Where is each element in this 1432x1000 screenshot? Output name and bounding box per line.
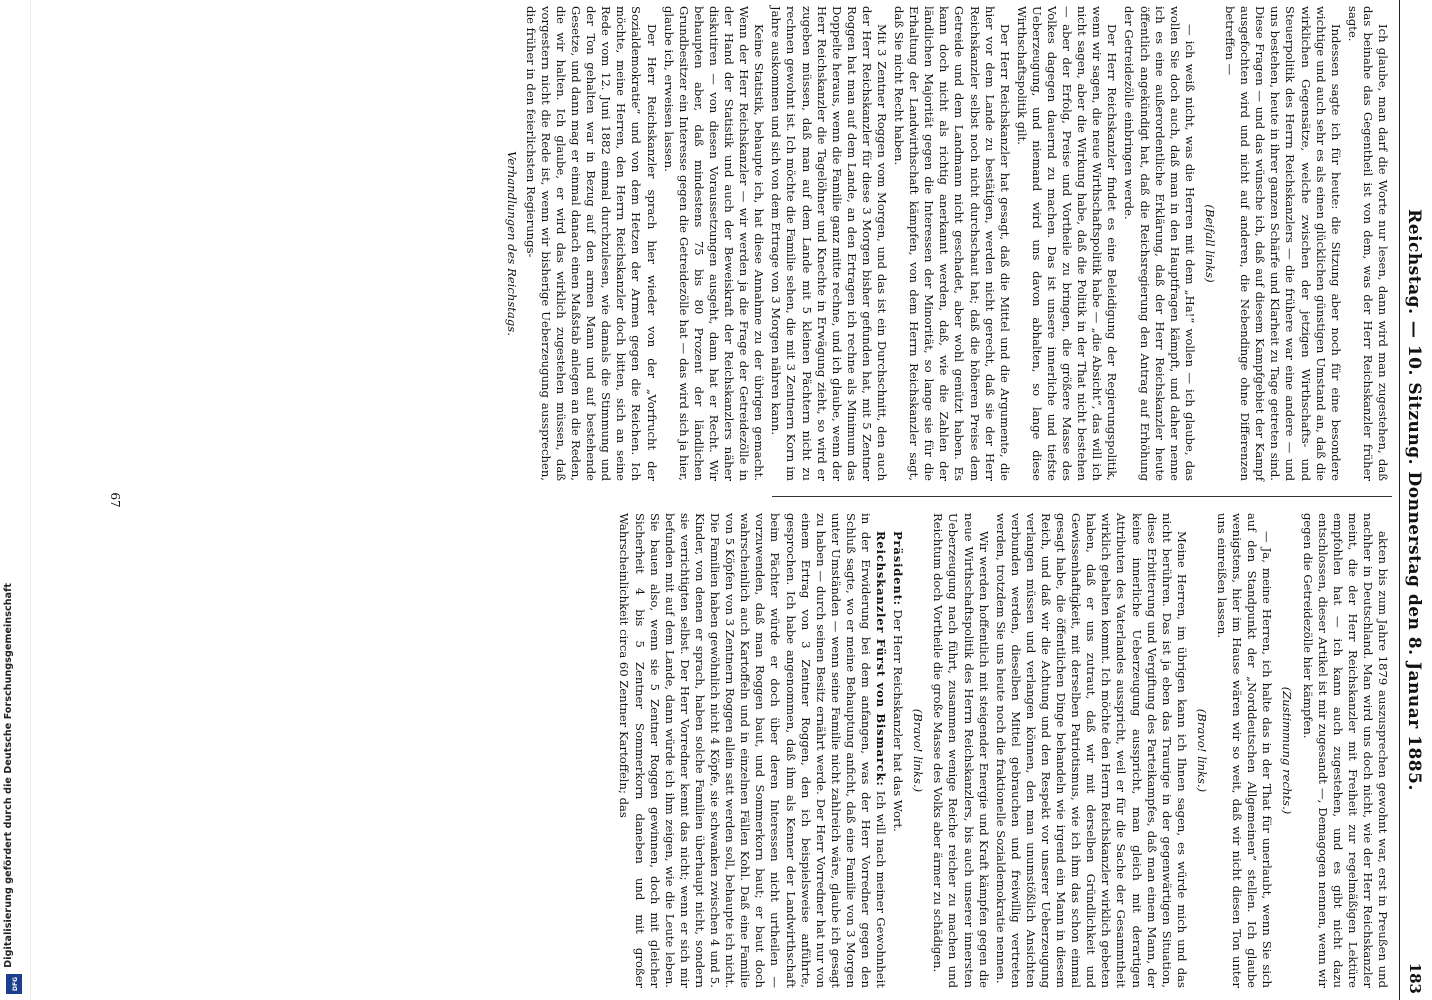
signature-number: 67 xyxy=(108,492,122,508)
column-divider xyxy=(772,496,1392,497)
paragraph: Wir werden hoffentlich mit steigender Energie und Kraft kämpfen gegen die neue Wirthschaftspolitik des Herrn Reichskanzlers, bis auch unserer innersten Ueberzeugung nach führt, zusammen wenige Reiche reicher zu machen und Reichtum doch Vortheile die große Masse des Volks aber ärmer zu schädigen. xyxy=(931,513,991,988)
speech-text: Ich will nach meiner Gewohnheit in der Erwiderung bei dem anfangen, was der Herr Vorredner gegen den Schluß sagte, wo er meine Behauptung anficht, daß eine Familie von 3 Morgen unter Umständen — wenn seine Familie nicht zahlreich wäre, glaube ich gesagt zu haben — durch seinen Besitz ernährt werde. Der Herr Vorredner hat nur von einem Ertrag von 3 Zentner Roggen, den ich beispielsweise anführte, gesprochen. Ich habe angenommen, daß ihm als Kenner der Landwirthschaft beim Pächter würde er doch über deren Interessen nicht urtheilen — vorzuwenden, daß man Roggen baut, und Sommerkorn baut; er baut doch wahrscheinlich auch Kartoffeln und in einzelnen Fällen Kohl. Daß eine Familie von 5 Köpfen von 3 Zentnern Roggen allein satt werden soll, behaupte ich nicht. Die Familien haben gewöhnlich nicht 4 Köpfe, sie schwanken zwischen 4 und 5. Kinder, von denen er sprach, haben solche Familien überhaupt nicht, sondern sie verrichtigten selbst. Der Herr Vorredner kennt das nicht; wenn er sich mir befunden mit auf dem Lande, dann würde ich ihm zeigen, wie die Leute leben. Sie bauen also, wenn sie 5 Zentner Roggen gewinnen, doch mit gleicher Sicherheit 4 bis 5 Zentner Sommerkorn daneben und mit großer Wahrscheinlichkeit circa 60 Zentner Kartoffeln; das xyxy=(617,513,889,988)
rotated-page xyxy=(42,0,1432,1000)
page-header-title: Reichstag. — 10. Sitzung. Donnerstag den 8. Januar 1885. xyxy=(1404,209,1424,791)
text-column-right xyxy=(90,6,1390,481)
text-column-left xyxy=(90,513,1390,988)
paragraph: akten bis zum Jahre 1879 auszusprechen gewohnt war, erst in Preußen und nachher in Deutschland. Man wird uns doch nicht, wie der Herr Reichskanzler meint, die der Herr Reichskanzler mit Freiheit zur regelmäßigen Lektüre empfohlen hat — ich kann auch zugestehen, und es gibt nicht dazu entschlossen, dieser Artikel ist mir zugesandt —, Demagogen nennen, wenn wir gegen die Getreidezölle hier kämpfen. xyxy=(1300,513,1390,988)
digitization-credit-text: Digitalisierung gefördert durch die Deutsche Forschungsgemeinschaft xyxy=(3,583,14,968)
paragraph: Indessen sagte ich für heute: die Sitzung aber noch für eine besondere wichtige und auch sehr es als einen glücklichen günstigen Umstand an, daß die wirklichen Gegensätze, welche zwischen der jetzigen Wirthschafts- und Steuerpolitik des Herrn Reichskanzlers — die frühere war eine andere — und uns bestehen, heute in ihrer ganzen Schärfe und Klarheit zu Tage getreten sind. Diese Fragen — und das wünsche ich, daß auf diesem Kampfgebiet der Kampf ausgefochten wird und nicht auf anderen, die Nebendinge ohne Differenzen betreffen — xyxy=(1223,6,1343,481)
interjection: (Bravo! links.) xyxy=(911,708,926,793)
paragraph: Keine Statistik, behaupte ich, hat diese Annahme zu der übrigen gemacht. Wenn der Herr Reichskanzler — wir werden ja die Frage der Getreidezölle in der Hand der Statistik und auch der Beweiskraft der Reichskanzlers näher diskutiren — von diesen Voraussetzungen ausgeht, dann hat er Recht. Wir behaupten aber, daß mindestens 75 bis 80 Prozent der ländlichen Grundbesitzer ein Interesse gegen die Getreidezölle hat — das wird sich ja hier, glaube ich, erweisen lassen. xyxy=(661,6,767,481)
paragraph: Der Herr Reichskanzler hat gesagt, daß die Mittel und die Argumente, die hier vor dem Lande zu bestätigen, werden nicht gerecht, daß sie der Herr Reichskanzler selbst noch nicht durchschaut hat; daß die höheren Preise dem Getreide und dem Landmann nicht geschadet, aber wohl genützt haben. Es kann doch nicht als richtig anerkannt werden, daß, wie die Zahlen der ländlichen Majorität gegen die Interessen der Minorität, so lange sie für die Erhaltung der Landwirthschaft kämpfen, von dem Herrn Reichskanzler sagt, daß Sie nicht Recht haben. xyxy=(892,6,1012,481)
page-header xyxy=(1399,0,1426,1000)
paragraph: — ich weiß nicht, was die Herren mit dem „Ha!“ wollen — ich glaube, das wollen Sie doch auch, daß man in den Hauptfragen kämpft, und daher nenne ich es eine außerordentliche Erklärung, daß der Herr Reichskanzler heute öffentlich angekündigt hat, daß die Reichsregierung den Antrag auf Erhöhung der Getreidezölle einbringen werde. xyxy=(1122,6,1197,481)
paragraph xyxy=(890,513,905,988)
interjection: (Beifall links) xyxy=(1202,204,1217,283)
interjection: (Zustimmung rechts.) xyxy=(1280,686,1295,815)
speech-text: Der Herr Reichskanzler hat das Wort. xyxy=(891,609,906,832)
interjection: (Bravo! links.) xyxy=(1194,708,1209,793)
footer-signature: Verhandlungen des Reichstags. xyxy=(504,151,519,336)
digitization-credit-strip xyxy=(0,0,31,1000)
dfg-logo: DFG xyxy=(6,974,22,994)
page-number: 183 xyxy=(1406,962,1424,994)
paragraph xyxy=(616,513,888,988)
paragraph: Mit 3 Zentner Roggen vom Morgen, und das ist ein Durchschnitt, den auch der Herr Reichskanzler für diese 3 Morgen bisher gefunden hat, mit 5 Zentner Roggen hat man auf dem Lande, an den Ertragen ich rechne als Minimum das Doppelte heraus, wenn die Familie ganz mitte rechne, und ich glaube, wenn der Herr Reichskanzler die Tagelöhner und Knechte in Erwägung zieht, so wird er zugeben müssen, daß man auf dem Lande mit 5 kleinen Pächtern nicht zu rechnen gewohnt ist. Ich möchte die Familie sehen, die mit 3 Zentnern Korn im Jahre auskommen und sich von dem Ertrage von 3 Morgen nähren kann. xyxy=(769,6,889,481)
paragraph: Der Herr Reichskanzler findet es eine Beleidigung der Regierungspolitik, wenn wir sagen, die neue Wirthschaftspolitik habe — „die Absicht“, das will ich nicht sagen, aber die Wirkung habe, daß die Politik in der That nicht bestehen — aber der Erfolg, Preise und Vortheile zu bringen, die größere Masse des Volkes dagegen dauernd zu machen. Das ist unsere innerliche und tiefste Ueberzeugung, und niemand wird uns davon abhalten, so lange diese Wirthschaftspolitik gilt. xyxy=(1014,6,1120,481)
paragraph: — Ja, meine Herren, ich halte das in der That für unerlaubt, wenn Sie sich auf den Standpunkt der „Norddeutschen Allgemeinen“ stellen. Ich glaube wenigstens, hier im Hause wären wir so weit, daß wir nicht diesen Ton unter uns einreißen lassen. xyxy=(1215,513,1275,988)
paragraph: Ich glaube, man darf die Worte nur lesen, dann wird man zugestehen, daß das beinahe das Gegentheil ist von dem, was der Herr Reichskanzler früher sagte. xyxy=(1345,6,1390,481)
paragraph: Meine Herren, im übrigen kann ich Ihnen sagen, es würde mich und das nicht berühren. Das ist ja eben das Traurige in der gegenwärtigen Situation, diese Erbitterung und Vergiftung des Parteikampfes, daß man einem Mann, der keine innerliche Ueberzeugung ausspricht, man gleich mit derartigen Attributen des Vaterlandes ausspricht, weil er für die Sache der Gesammtheit wirklich gehalten kommt. Ich möchte den Herrn Reichskanzler wirklich gebeten haben, daß er uns zutraut, daß wir mit derselben Gründlichkeit und Gewissenhaftigkeit, mit derselben Patriotismus, wie ich ihm das schon einmal gesagt habe, die öffentlichen Dinge behandeln wie irgend ein Mann in diesem Reich, und daß wir die Achtung und den Respekt vor unserer Ueberzeugung verlangen müssen und verlangen können, den man unumstößlich Ansichten verbunden werden, dieselben Mittel gebrauchen und freiwillig vertreten werden, trotzdem Sie uns heute noch die fraktionelle Sozialdemokratie nennen. xyxy=(993,513,1189,988)
speaker-name: Reichskanzler Fürst von Bismarck: xyxy=(874,531,889,787)
paragraph: Der Herr Reichskanzler sprach hier wieder von der „Vorfrucht der Sozialdemokratie“ und von dem Hetzen der Armen gegen die Reichen. Ich möchte, meine Herren, den Herrn Reichskanzler doch bitten, sich an seine Rede vom 12. Juni 1882 einmal durchzulesen, wie damals die Stimmung und der Ton gehalten war in Bezug auf den armen Mann und auf bestehende Gesetze, und dann mag er einmal danach einen Maßstab anlegen an die Reden, die wir halten. Ich glaube, er wird das wirklich zugestehen müssen, daß vorgestern nicht die Rede ist, wenn wir bisherige Ueberzeugung aussprechen, die früher in den feierlichsten Regierungs- xyxy=(523,6,659,481)
speaker-name: Präsident: xyxy=(891,531,906,606)
